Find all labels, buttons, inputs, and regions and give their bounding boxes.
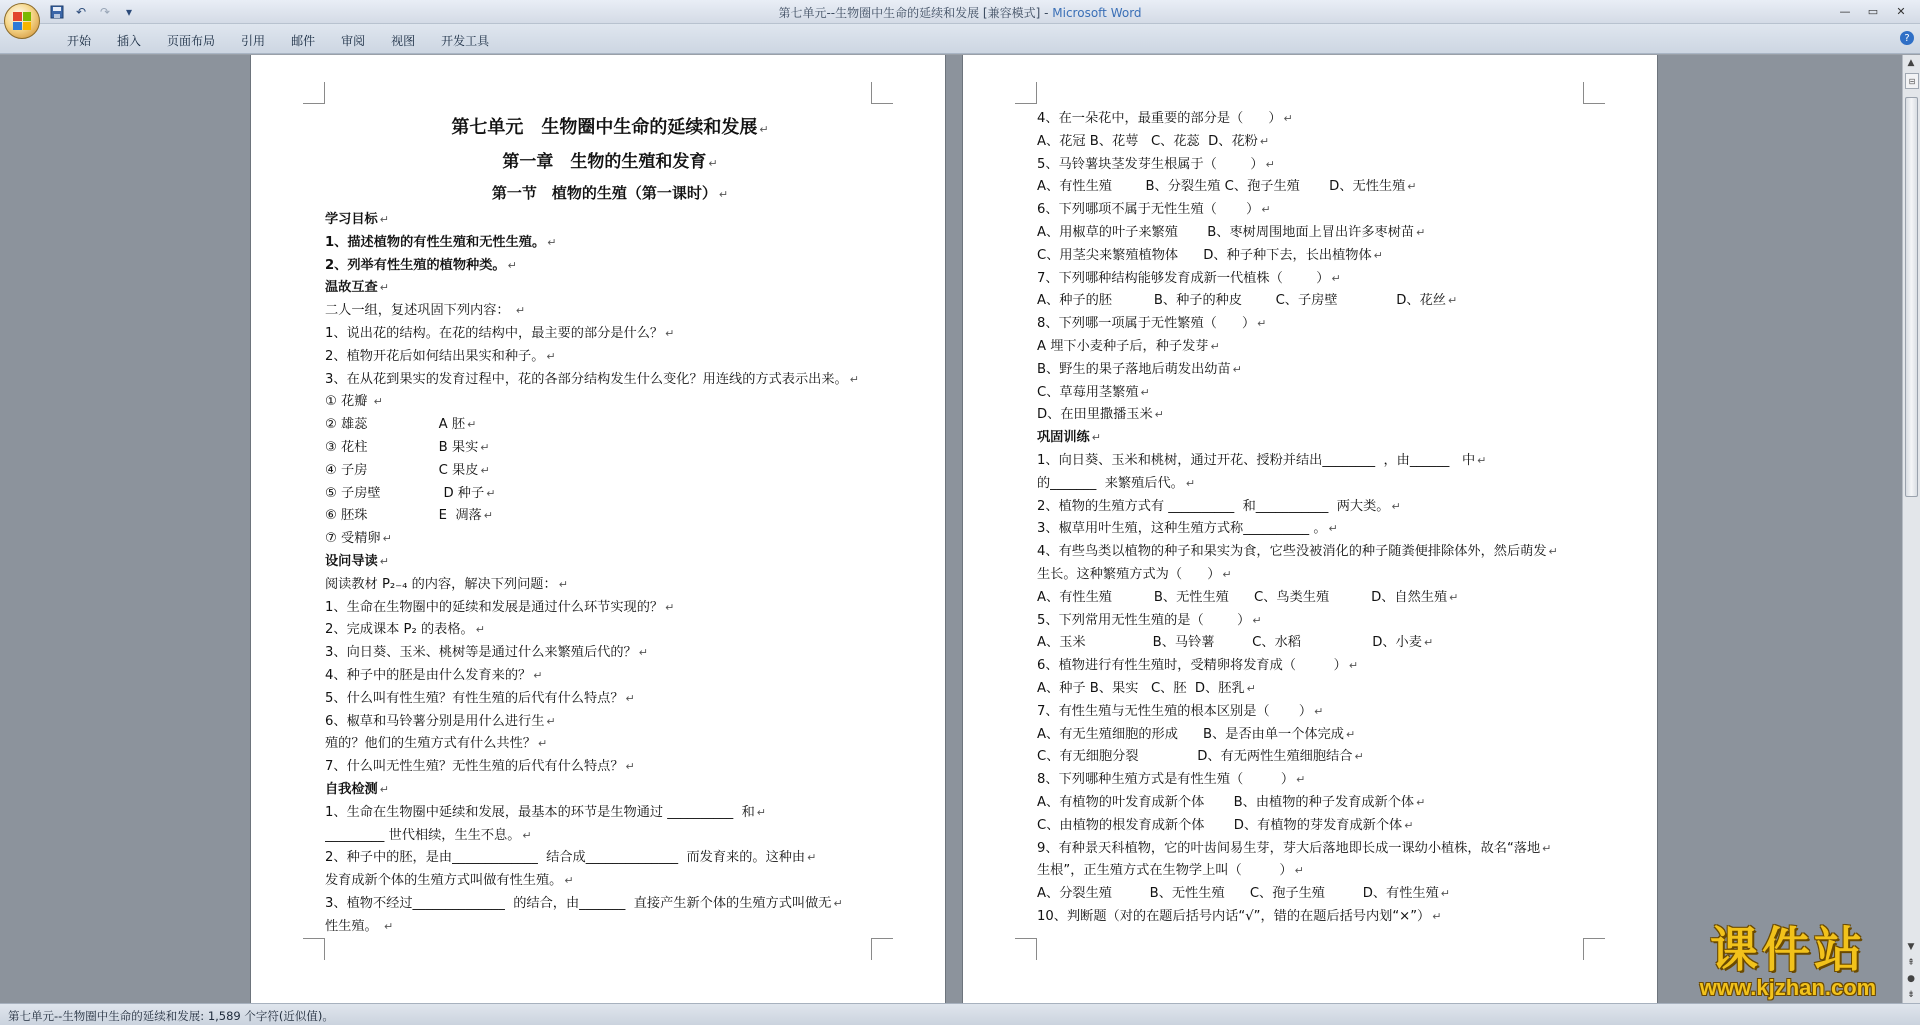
text-line	[325, 825, 895, 848]
paragraph-mark-icon: ↵	[1232, 362, 1242, 376]
paragraph-mark-icon: ↵	[533, 668, 543, 682]
paragraph-mark-icon: ↵	[1222, 567, 1232, 581]
line-text: 6、植物进行有性生殖时，受精卵将发育成（ ）	[1037, 658, 1347, 674]
paragraph-mark-icon: ↵	[546, 714, 556, 728]
paragraph-mark-icon: ↵	[625, 691, 635, 705]
text-line	[1037, 131, 1607, 154]
line-text: 温故互查	[325, 280, 378, 296]
text-line	[1037, 701, 1607, 724]
line-text: 1、生命在生物圈中的延续和发展是通过什么环节实现的？	[325, 599, 664, 615]
line-text: 生长。这种繁殖方式为（ ）	[1037, 566, 1221, 582]
line-text: 1、生命在生物圈中延续和发展，最基本的环节是生物通过 __________ 和	[325, 804, 755, 820]
line-text: 7、下列哪种结构能够发育成新一代植株（ ）	[1037, 270, 1330, 286]
document-page-1[interactable]	[250, 55, 946, 1003]
line-text: 9、有种景天科植物，它的叶齿间易生芽，芽大后落地即长成一课幼小植株，故名“落地	[1037, 840, 1541, 856]
paragraph-mark-icon: ↵	[379, 554, 389, 568]
text-line	[1037, 746, 1607, 769]
vertical-scrollbar[interactable]	[1902, 55, 1920, 1003]
line-text: 7、有性生殖与无性生殖的根本区别是（ ）	[1037, 703, 1313, 719]
watermark-url: www.kjzhan.com	[1699, 975, 1877, 1000]
line-text: A、种子 B、果实 C、胚 D、胚乳	[1037, 680, 1245, 696]
text-line	[1037, 154, 1607, 177]
text-line	[325, 574, 895, 597]
text-line	[1037, 222, 1607, 245]
paragraph-mark-icon: ↵	[1296, 773, 1306, 787]
line-text: A、有植物的叶发育成新个体 B、由植物的种子发育成新个体	[1037, 794, 1415, 810]
text-line	[1037, 176, 1607, 199]
customize-toolbar-icon[interactable]: ▾	[125, 5, 133, 19]
line-text: 2、植物开花后如何结出果实和种子。	[325, 348, 545, 364]
paragraph-mark-icon: ↵	[1185, 476, 1196, 490]
text-line	[325, 505, 895, 528]
paragraph-mark-icon: ↵	[1140, 385, 1150, 399]
line-text: C、由植物的根发育成新个体 D、有植物的芽发育成新个体	[1037, 817, 1403, 833]
paragraph-mark-icon: ↵	[1252, 613, 1262, 627]
paragraph-mark-icon: ↵	[480, 440, 490, 454]
line-text: 6、椒草和马铃薯分别是用什么进行生	[325, 713, 545, 729]
ribbon-tab[interactable]: 开发工具	[441, 34, 490, 48]
paragraph-mark-icon: ↵	[1423, 636, 1434, 650]
text-line	[325, 369, 895, 392]
paragraph-mark-icon: ↵	[547, 235, 557, 249]
browse-object-icon[interactable]: ●	[1907, 974, 1915, 984]
paragraph-mark-icon: ↵	[475, 623, 485, 637]
text-line	[325, 847, 895, 870]
paragraph-mark-icon: ↵	[507, 258, 517, 272]
line-text: 5、下列常用无性生殖的是（ ）	[1037, 612, 1251, 628]
paragraph-mark-icon: ↵	[638, 646, 648, 660]
text-line	[325, 414, 895, 437]
text-line	[325, 711, 895, 734]
text-line	[1037, 382, 1607, 405]
line-text: 2、植物的生殖方式有 __________ 和___________ 两大类。	[1037, 498, 1390, 514]
paragraph-mark-icon: ↵	[1328, 522, 1338, 536]
line-text: C、草莓用茎繁殖	[1037, 384, 1139, 400]
ribbon-tab[interactable]: 引用	[241, 34, 266, 48]
text-line	[1037, 450, 1607, 473]
ribbon-tab[interactable]: 页面布局	[167, 34, 216, 48]
ribbon-tab[interactable]: 开始	[67, 34, 92, 48]
paragraph-mark-icon: ↵	[379, 281, 389, 295]
line-text: 2、完成课本 P₂ 的表格。	[325, 622, 474, 638]
line-text: A、用椒草的叶子来繁殖 B、枣树周围地面上冒出许多枣树苗	[1037, 224, 1415, 240]
paragraph-mark-icon: ↵	[564, 874, 574, 888]
view-ruler-icon[interactable]: ⊟	[1905, 73, 1919, 89]
text-line	[325, 870, 895, 893]
section-heading	[325, 277, 895, 300]
paragraph-mark-icon: ↵	[379, 782, 389, 796]
paragraph-mark-icon: ↵	[1447, 294, 1458, 308]
page-1-content	[325, 111, 895, 939]
text-line	[325, 460, 895, 483]
text-line	[325, 802, 895, 825]
paragraph-mark-icon: ↵	[483, 509, 493, 523]
text-line	[325, 346, 895, 369]
text-line	[325, 300, 895, 323]
section-heading	[325, 232, 895, 255]
line-text: 6、下列哪项不属于无性生殖（ ）	[1037, 202, 1260, 218]
paragraph-mark-icon: ↵	[1440, 887, 1451, 901]
text-line	[325, 437, 895, 460]
paragraph-mark-icon: ↵	[538, 737, 548, 751]
office-button[interactable]	[4, 3, 40, 39]
line-text: A 埋下小麦种子后，种子发芽	[1037, 338, 1209, 354]
text-line	[1037, 769, 1607, 792]
text-line	[1037, 815, 1607, 838]
line-text: C、用茎尖来繁殖植物体 D、种子种下去，长出植物体	[1037, 247, 1372, 263]
text-line	[1037, 838, 1607, 861]
paragraph-mark-icon: ↵	[1548, 545, 1558, 559]
paragraph-mark-icon: ↵	[1416, 795, 1426, 809]
crop-mark	[1015, 82, 1037, 104]
ribbon-tabs	[54, 30, 502, 51]
next-page-icon[interactable]: ⇟	[1907, 990, 1915, 1000]
crop-mark	[1583, 938, 1605, 960]
redo-icon[interactable]: ↷	[99, 5, 111, 19]
paragraph-mark-icon: ↵	[1246, 681, 1256, 695]
paragraph-mark-icon: ↵	[1154, 408, 1164, 422]
paragraph-mark-icon: ↵	[373, 395, 383, 409]
paragraph-mark-icon: ↵	[1407, 180, 1417, 194]
paragraph-mark-icon: ↵	[1261, 203, 1271, 217]
title-bar	[0, 0, 1920, 24]
line-text: 10、判断题（对的在题后括号内话“√”，错的在题后括号内划“×”）	[1037, 908, 1431, 924]
paragraph-mark-icon: ↵	[1259, 134, 1270, 148]
paragraph-mark-icon: ↵	[849, 372, 859, 386]
text-line	[1037, 655, 1607, 678]
text-line	[325, 893, 895, 916]
text-line	[325, 483, 895, 506]
paragraph-mark-icon: ↵	[665, 326, 675, 340]
paragraph-mark-icon: ↵	[467, 418, 477, 432]
paragraph-mark-icon: ↵	[1477, 453, 1487, 467]
line-text: 1、说出花的结构。在花的结构中，最主要的部分是什么？	[325, 325, 664, 341]
paragraph-mark-icon: ↵	[1091, 431, 1101, 445]
text-line	[325, 619, 895, 642]
line-text: A、花冠 B、花萼 C、花蕊 D、花粉	[1037, 133, 1258, 149]
close-icon[interactable]: ✕	[1896, 4, 1906, 18]
line-text: 7、什么叫无性生殖？无性生殖的后代有什么特点？	[325, 759, 624, 775]
text-line	[1037, 290, 1607, 313]
status-text: 第七单元--生物圈中生命的延续和发展: 1,589 个字符(近似值)。	[8, 1009, 334, 1023]
text-line	[1037, 359, 1607, 382]
ribbon	[0, 24, 1920, 54]
chapter-title: 第一章 生物的生殖和发育 ↵	[502, 152, 718, 172]
text-line	[1037, 518, 1607, 541]
ribbon-tab[interactable]: 邮件	[291, 34, 316, 48]
paragraph-mark-icon: ↵	[1449, 590, 1459, 604]
line-text: 殖的？他们的生殖方式有什么共性？	[325, 736, 536, 752]
line-text: 性生殖。	[325, 918, 382, 934]
paragraph-mark-icon: ↵	[625, 760, 635, 774]
window-controls	[1832, 2, 1914, 20]
text-line	[1037, 860, 1607, 883]
line-text: 1、描述植物的有性生殖和无性生殖。	[325, 234, 546, 250]
section-heading	[1037, 427, 1607, 450]
paragraph-mark-icon: ↵	[1391, 499, 1401, 513]
watermark-text: 课件站	[1709, 922, 1866, 978]
text-line	[1037, 610, 1607, 633]
line-text: 学习目标	[325, 212, 378, 227]
section-heading	[325, 255, 895, 278]
text-line	[1037, 473, 1607, 496]
paragraph-mark-icon: ↵	[1265, 157, 1275, 171]
line-text: 1、向日葵、玉米和桃树，通过开花、授粉并结出________ ，由______ 中	[1037, 452, 1476, 468]
minimize-icon[interactable]: —	[1839, 4, 1851, 18]
line-text: B、野生的果子落地后萌发出幼苗	[1037, 361, 1231, 377]
line-text: A、有无生殖细胞的形成 B、是否由单一个体完成	[1037, 726, 1344, 742]
paragraph-mark-icon: ↵	[382, 532, 392, 546]
line-text: ⑦ 受精卵	[325, 531, 381, 547]
paragraph-mark-icon: ↵	[1348, 659, 1359, 673]
line-text: 4、有些鸟类以植物的种子和果实为食，它些没被消化的种子随粪便排除体外，然后萌发	[1037, 544, 1547, 560]
line-text: 8、下列哪种生殖方式是有性生殖（ ）	[1037, 772, 1295, 788]
paragraph-mark-icon: ↵	[546, 349, 556, 363]
watermark	[1668, 924, 1908, 1006]
section-title: 第一节 植物的生殖（第一课时） ↵	[491, 184, 729, 202]
line-text: 巩固训练	[1037, 430, 1090, 446]
status-bar	[0, 1003, 1920, 1025]
text-line	[325, 916, 895, 939]
line-text: 5、什么叫有性生殖？有性生殖的后代有什么特点？	[325, 690, 624, 706]
scroll-up-icon[interactable]: ▲	[1907, 58, 1915, 68]
line-text: 发育成新个体的生殖方式叫做有性生殖。	[325, 873, 563, 889]
line-text: 生根”，正生殖方式在生物学上叫（ ）	[1037, 863, 1293, 879]
text-line	[325, 642, 895, 665]
line-text: 3、在从花到果实的发育过程中，花的各部分结构发生什么变化？用连线的方式表示出来。	[325, 371, 848, 387]
section-heading	[325, 779, 895, 802]
text-line	[1037, 541, 1607, 564]
text-line	[1037, 678, 1607, 701]
window-title: 第七单元--生物圈中生命的延续和发展 [兼容模式] - Microsoft Word	[778, 6, 1142, 20]
paragraph-mark-icon: ↵	[1373, 248, 1383, 262]
line-text: 5、马铃薯块茎发芽生根属于（ ）	[1037, 156, 1264, 172]
line-text: 二人一组，复述巩固下列内容：	[325, 303, 514, 319]
paragraph-mark-icon: ↵	[486, 486, 496, 500]
office-logo-icon	[13, 12, 31, 30]
paragraph-mark-icon: ↵	[480, 463, 490, 477]
text-line	[325, 733, 895, 756]
line-text: 阅读教材 P₂₋₄ 的内容，解决下列问题：	[325, 576, 557, 592]
text-line	[1037, 268, 1607, 291]
line-text: 4、种子中的胚是由什么发育来的？	[325, 667, 532, 683]
text-line	[1037, 564, 1607, 587]
text-line	[1037, 883, 1607, 906]
paragraph-mark-icon: ↵	[522, 828, 532, 842]
text-line	[325, 665, 895, 688]
scrollbar-thumb[interactable]	[1905, 97, 1918, 497]
paragraph-mark-icon: ↵	[383, 919, 394, 933]
paragraph-mark-icon: ↵	[379, 213, 389, 226]
text-line	[325, 528, 895, 551]
line-text: ⑥ 胚珠 E 凋落	[325, 508, 482, 524]
crop-mark	[871, 82, 893, 104]
line-text: A、玉米 B、马铃薯 C、水稻 D、小麦	[1037, 635, 1422, 651]
text-line	[325, 688, 895, 711]
paragraph-mark-icon: ↵	[1416, 225, 1426, 239]
line-text: 8、下列哪一项属于无性繁殖（ ）	[1037, 316, 1256, 332]
line-text: A、分裂生殖 B、无性生殖 C、孢子生殖 D、有性生殖	[1037, 886, 1439, 902]
text-line	[1037, 404, 1607, 427]
line-text: ② 雄蕊 A 胚	[325, 417, 466, 433]
line-text: 2、列举有性生殖的植物种类。	[325, 257, 506, 273]
paragraph-mark-icon: ↵	[665, 600, 675, 614]
undo-icon[interactable]: ↶	[75, 5, 87, 19]
line-text: A、有性生殖 B、分裂生殖 C、孢子生殖 D、无性生殖	[1037, 179, 1406, 195]
scroll-down-icon[interactable]: ▼	[1907, 942, 1915, 952]
crop-mark	[1015, 938, 1037, 960]
line-text: 设问导读	[325, 553, 378, 569]
line-text: 3、椒草用叶生殖，这种生殖方式称__________ 。	[1037, 521, 1327, 537]
line-text: D、在田里撒播玉米	[1037, 407, 1153, 423]
help-icon[interactable]: ?	[1900, 31, 1914, 45]
section-heading	[325, 209, 895, 232]
previous-page-icon[interactable]: ⇞	[1907, 958, 1915, 968]
line-text: ③ 花柱 B 果实	[325, 439, 479, 455]
text-line	[1037, 108, 1607, 131]
paragraph-mark-icon: ↵	[1542, 841, 1552, 855]
line-text: 3、向日葵、玉米、桃树等是通过什么来繁殖后代的？	[325, 645, 637, 661]
text-line	[1037, 496, 1607, 519]
page-2-content	[1037, 108, 1607, 929]
paragraph-mark-icon: ↵	[1354, 750, 1364, 764]
text-line	[325, 597, 895, 620]
crop-mark	[303, 938, 325, 960]
paragraph-mark-icon: ↵	[1294, 864, 1304, 878]
line-text: ⑤ 子房壁 D 种子	[325, 485, 485, 501]
line-text: ① 花瓣	[325, 394, 372, 410]
text-line	[1037, 336, 1607, 359]
text-line	[1037, 245, 1607, 268]
ribbon-tab[interactable]: 插入	[117, 34, 142, 48]
line-text: 3、植物不经过______________ 的结合，由_______ 直接产生新个体的生殖方式叫做无	[325, 895, 832, 911]
text-line	[1037, 199, 1607, 222]
paragraph-mark-icon: ↵	[1210, 339, 1220, 353]
paragraph-mark-icon: ↵	[1432, 909, 1442, 923]
paragraph-mark-icon: ↵	[1314, 704, 1324, 718]
crop-mark	[303, 82, 325, 104]
text-line	[325, 756, 895, 779]
line-text: A、有性生殖 B、无性生殖 C、鸟类生殖 D、自然生殖	[1037, 589, 1448, 605]
text-line	[1037, 632, 1607, 655]
text-line	[1037, 313, 1607, 336]
text-line	[1037, 587, 1607, 610]
section-heading	[325, 551, 895, 574]
paragraph-mark-icon: ↵	[1257, 317, 1267, 331]
paragraph-mark-icon: ↵	[515, 304, 526, 318]
document-page-2[interactable]	[962, 55, 1658, 1003]
ribbon-tab[interactable]: 审阅	[341, 34, 366, 48]
paragraph-mark-icon: ↵	[1331, 271, 1341, 285]
paragraph-mark-icon: ↵	[1345, 727, 1356, 741]
line-text: _________ 世代相续，生生不息。	[325, 827, 521, 843]
paragraph-mark-icon: ↵	[1283, 112, 1293, 125]
paragraph-mark-icon: ↵	[558, 577, 568, 591]
line-text: 自我检测	[325, 781, 378, 797]
text-line	[1037, 724, 1607, 747]
text-line	[325, 391, 895, 414]
crop-mark	[871, 938, 893, 960]
line-text: C、有无细胞分裂 D、有无两性生殖细胞结合	[1037, 749, 1353, 765]
document-workspace	[0, 55, 1902, 1003]
text-line	[1037, 906, 1607, 929]
line-text: 4、在一朵花中，最重要的部分是（ ）	[1037, 111, 1282, 126]
crop-mark	[1583, 82, 1605, 104]
line-text: A、种子的胚 B、种子的种皮 C、子房壁 D、花丝	[1037, 293, 1446, 309]
paragraph-mark-icon: ↵	[833, 896, 843, 910]
ribbon-tab[interactable]: 视图	[391, 34, 416, 48]
text-line	[1037, 792, 1607, 815]
maximize-icon[interactable]: ▭	[1867, 4, 1879, 18]
text-line	[325, 323, 895, 346]
line-text: 2、种子中的胚，是由_____________ 结合成______________ 而发育来的。这种由	[325, 850, 806, 866]
paragraph-mark-icon: ↵	[756, 805, 766, 819]
paragraph-mark-icon: ↵	[807, 851, 817, 865]
document-title: 第七单元 生物圈中生命的延续和发展 ↵	[451, 117, 769, 138]
paragraph-mark-icon: ↵	[1404, 818, 1414, 832]
line-text: ④ 子房 C 果皮	[325, 462, 479, 478]
line-text: 的_______ 来繁殖后代。	[1037, 475, 1184, 491]
